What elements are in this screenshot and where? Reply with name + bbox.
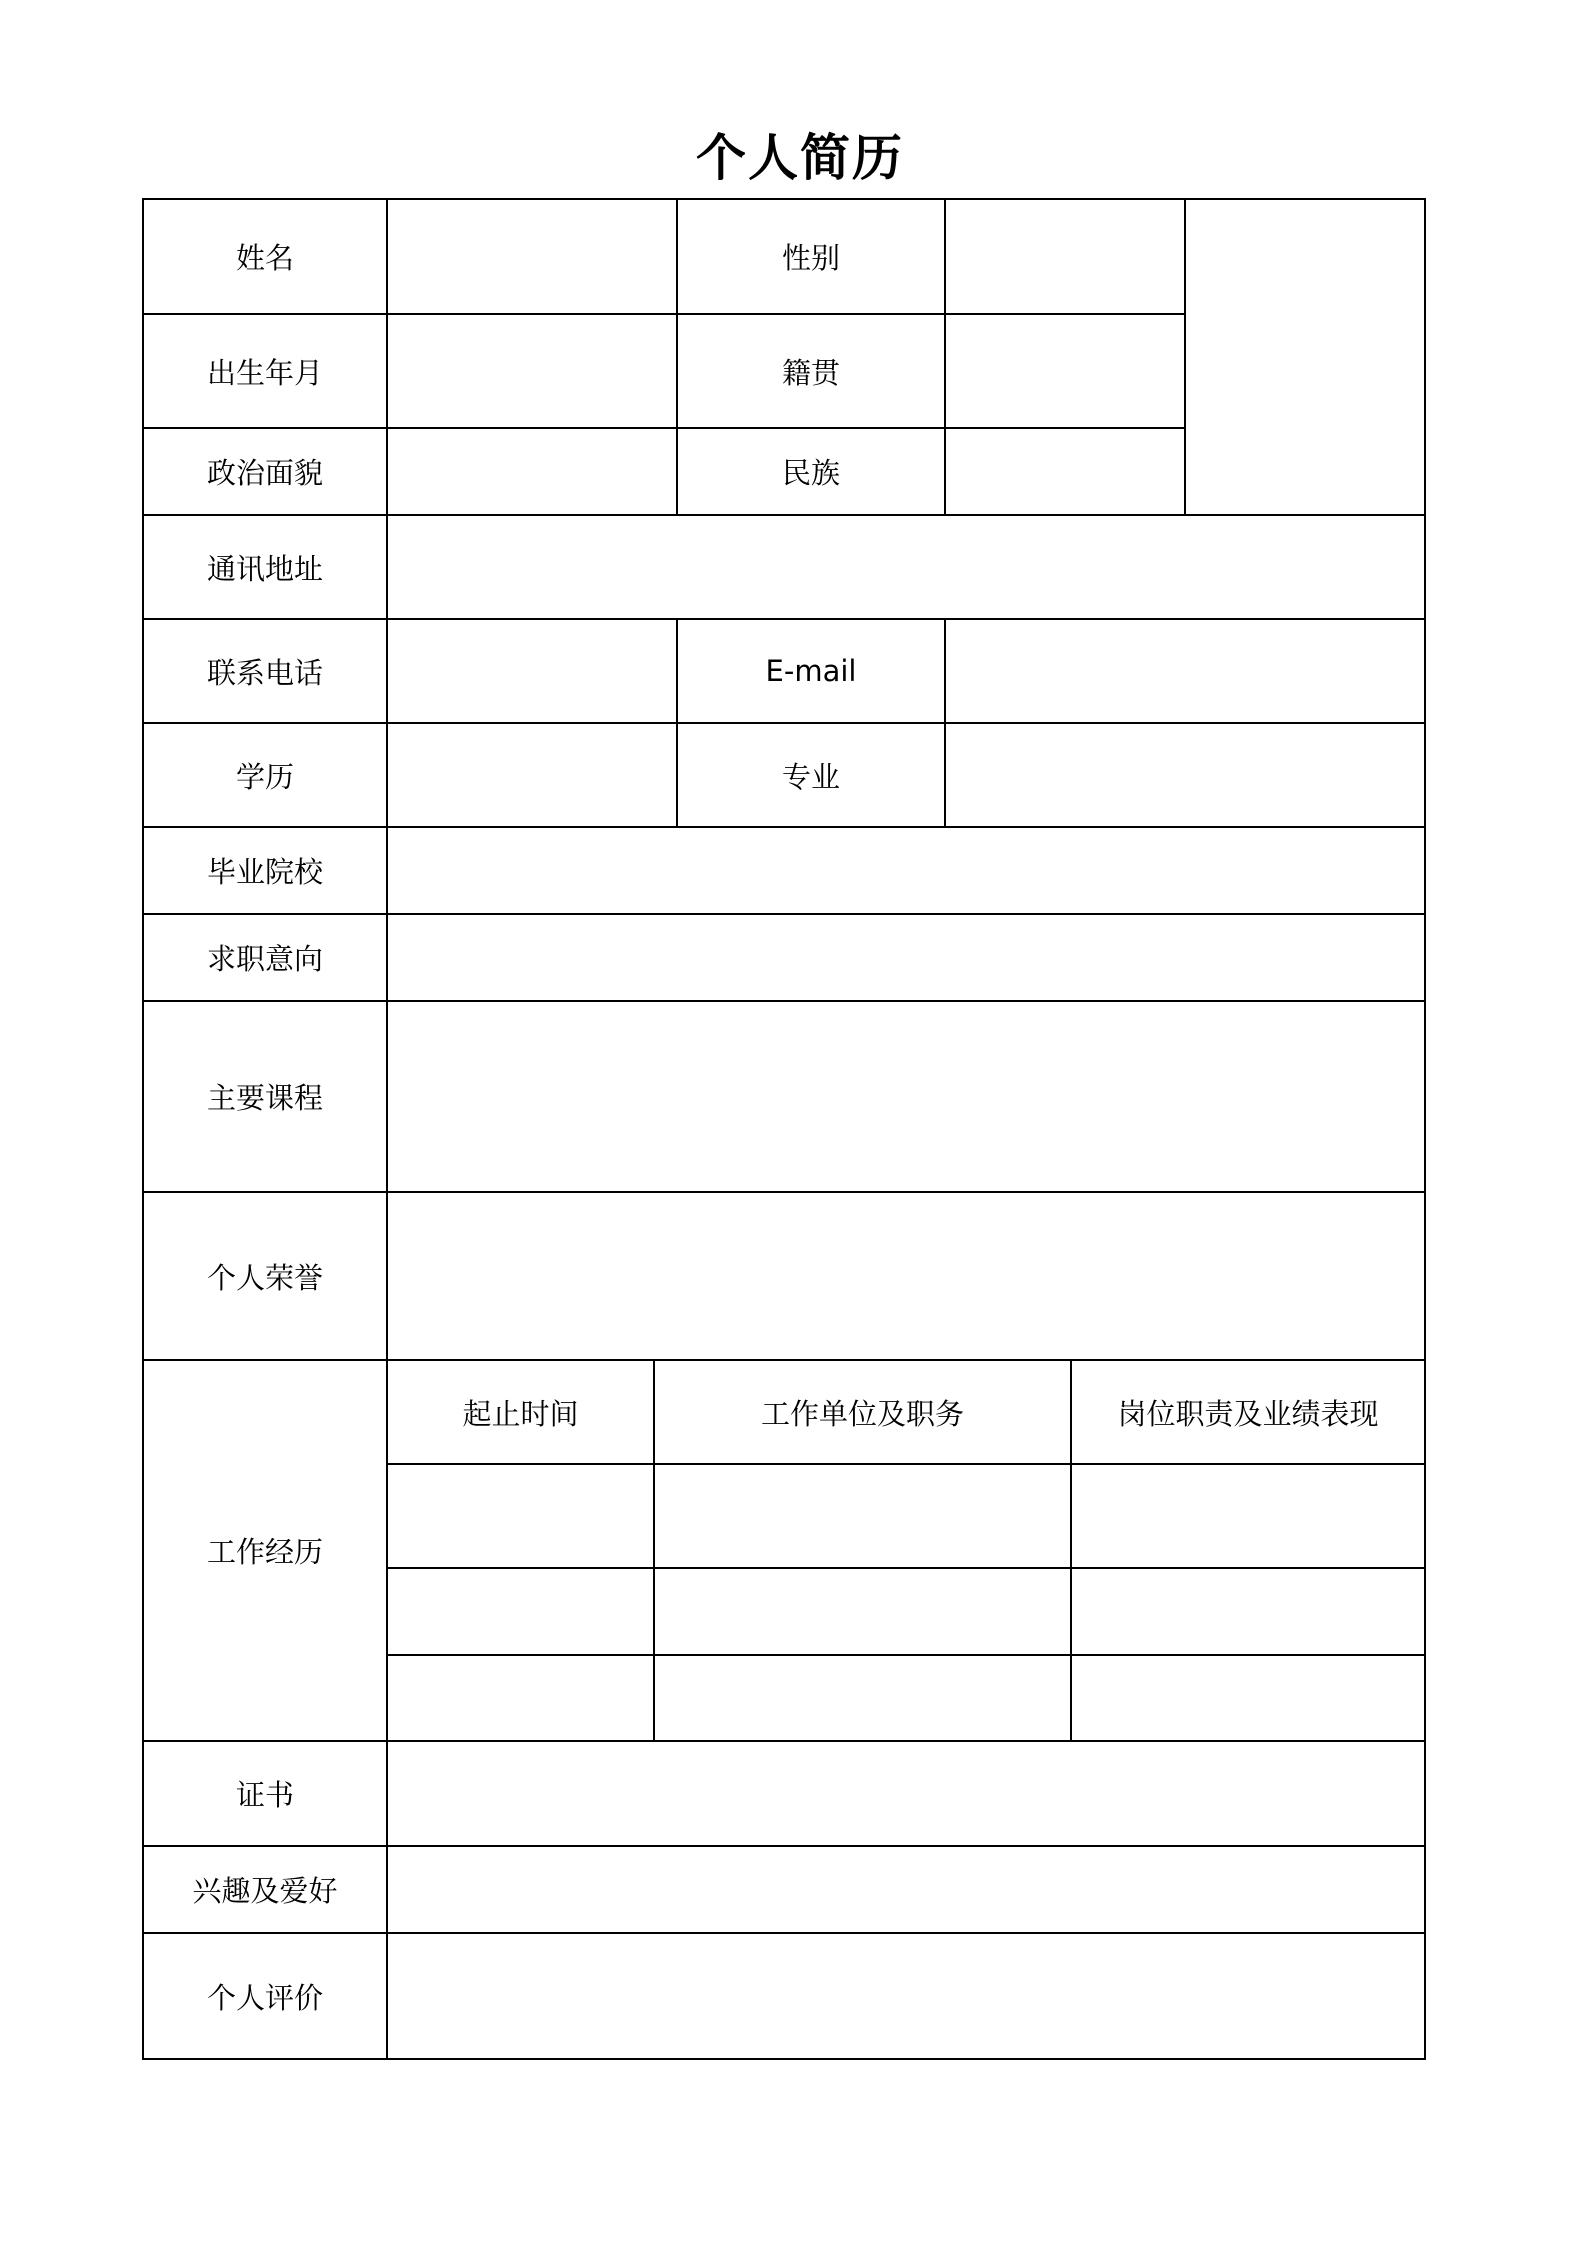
label-hobbies: 兴趣及爱好 [142, 1845, 386, 1932]
input-ethnicity[interactable] [944, 427, 1184, 514]
work-row-2-period[interactable] [386, 1567, 653, 1654]
label-work-experience: 工作经历 [142, 1359, 386, 1740]
input-hobbies[interactable] [386, 1845, 1424, 1932]
label-native-place: 籍贯 [676, 313, 944, 427]
label-phone: 联系电话 [142, 618, 386, 722]
photo-box[interactable] [1184, 198, 1424, 514]
label-honors: 个人荣誉 [142, 1191, 386, 1359]
page-title: 个人简历 [696, 129, 904, 187]
label-self-evaluation: 个人评价 [142, 1932, 386, 2058]
label-gender: 性别 [676, 198, 944, 313]
work-row-3-employer[interactable] [653, 1654, 1070, 1740]
work-col-period: 起止时间 [386, 1359, 653, 1463]
input-job-intention[interactable] [386, 913, 1424, 1000]
input-education[interactable] [386, 722, 676, 826]
input-school[interactable] [386, 826, 1424, 913]
input-courses[interactable] [386, 1000, 1424, 1191]
work-row-1-period[interactable] [386, 1463, 653, 1567]
input-birth[interactable] [386, 313, 676, 427]
work-row-2-duties[interactable] [1070, 1567, 1424, 1654]
work-row-3-duties[interactable] [1070, 1654, 1424, 1740]
label-school: 毕业院校 [142, 826, 386, 913]
table-bottom-border [142, 2058, 1426, 2060]
label-courses: 主要课程 [142, 1000, 386, 1191]
work-row-3-period[interactable] [386, 1654, 653, 1740]
label-ethnicity: 民族 [676, 427, 944, 514]
work-col-duties: 岗位职责及业绩表现 [1070, 1359, 1424, 1463]
label-email: E-mail [676, 618, 944, 722]
label-political-status: 政治面貌 [142, 427, 386, 514]
input-phone[interactable] [386, 618, 676, 722]
input-native-place[interactable] [944, 313, 1184, 427]
input-major[interactable] [944, 722, 1424, 826]
input-address[interactable] [386, 514, 1424, 618]
label-certificates: 证书 [142, 1740, 386, 1845]
label-major: 专业 [676, 722, 944, 826]
input-gender[interactable] [944, 198, 1184, 313]
label-job-intention: 求职意向 [142, 913, 386, 1000]
input-political-status[interactable] [386, 427, 676, 514]
work-col-employer: 工作单位及职务 [653, 1359, 1070, 1463]
label-education: 学历 [142, 722, 386, 826]
table-right-border [1424, 198, 1426, 2060]
work-row-1-employer[interactable] [653, 1463, 1070, 1567]
input-certificates[interactable] [386, 1740, 1424, 1845]
label-birth: 出生年月 [142, 313, 386, 427]
input-name[interactable] [386, 198, 676, 313]
work-row-1-duties[interactable] [1070, 1463, 1424, 1567]
input-self-evaluation[interactable] [386, 1932, 1424, 2058]
label-name: 姓名 [142, 198, 386, 313]
input-honors[interactable] [386, 1191, 1424, 1359]
work-row-2-employer[interactable] [653, 1567, 1070, 1654]
input-email[interactable] [944, 618, 1424, 722]
label-address: 通讯地址 [142, 514, 386, 618]
